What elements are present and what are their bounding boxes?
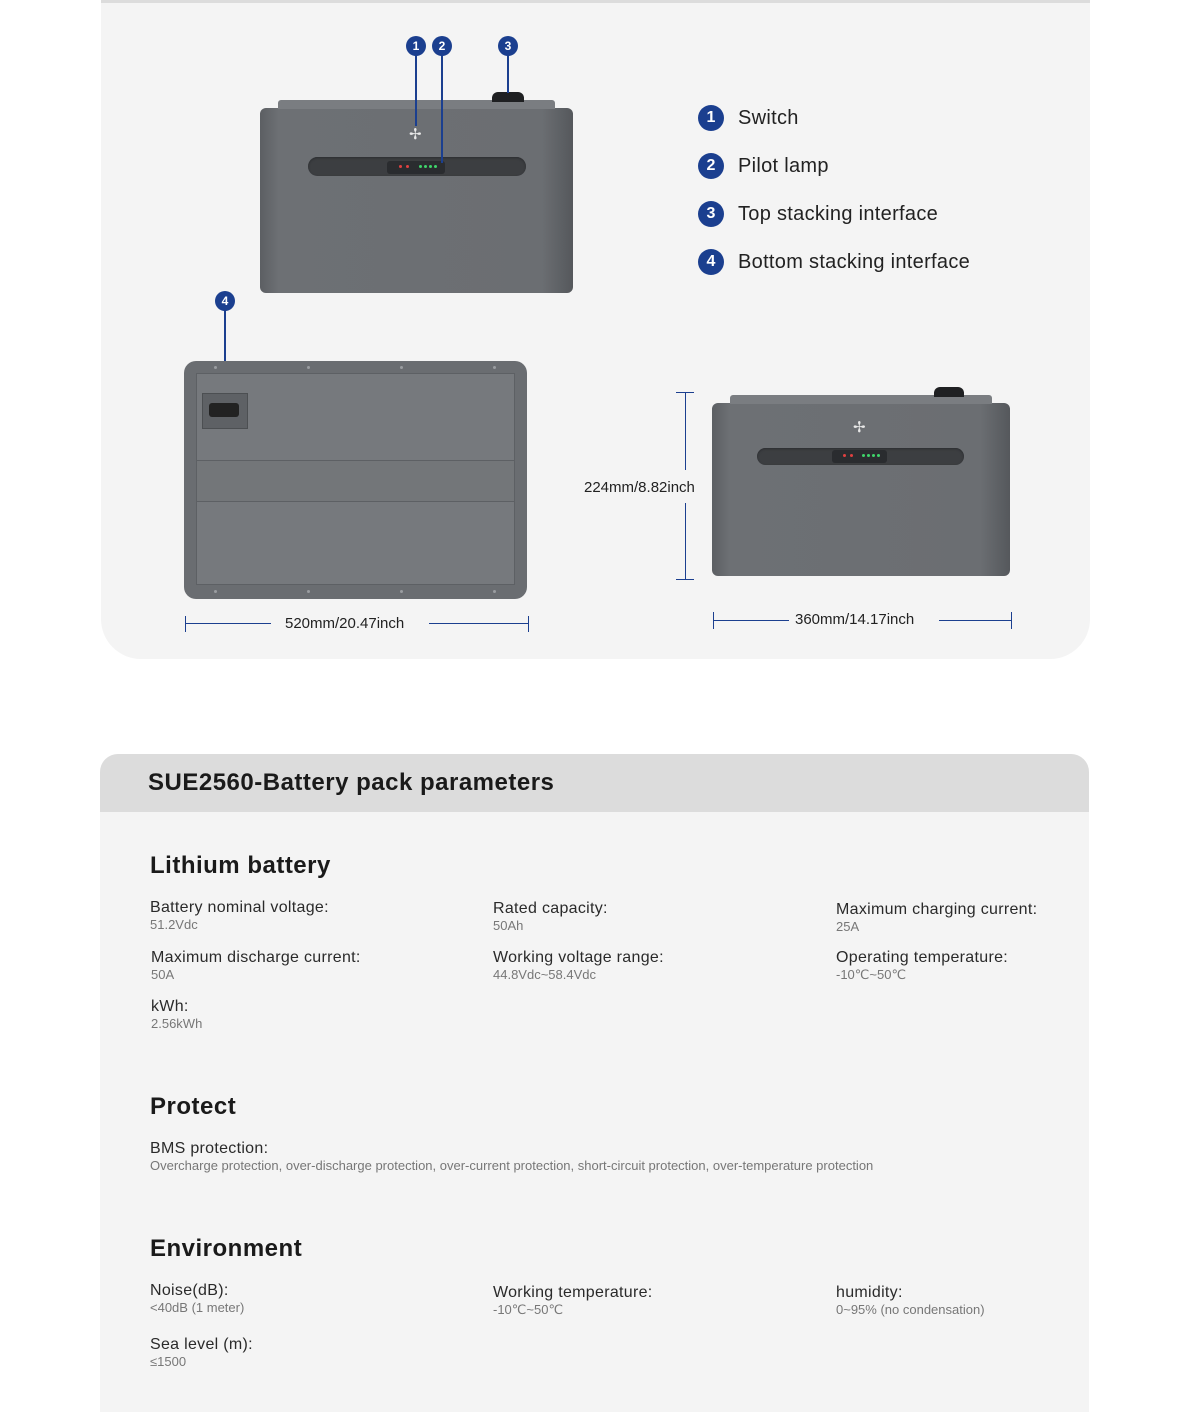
fan-icon: ✢ xyxy=(409,126,422,143)
indicator-led xyxy=(434,165,437,168)
legend-label: Top stacking interface xyxy=(738,202,939,225)
spec-nominal-voltage xyxy=(150,898,329,933)
spec-value: 0~95% (no condensation) xyxy=(836,1302,985,1317)
height-dimension-label: 224mm/8.82inch xyxy=(584,479,695,496)
legend-number: 1 xyxy=(698,105,724,131)
spec-noise xyxy=(150,1281,244,1316)
screw xyxy=(307,366,310,369)
legend-label: Bottom stacking interface xyxy=(738,250,971,273)
indicator-led xyxy=(872,454,875,457)
legend-number: 2 xyxy=(698,153,724,179)
spec-value: -10℃~50℃ xyxy=(493,1302,564,1317)
spec-working-voltage-range xyxy=(493,948,664,983)
connector-plug xyxy=(209,403,239,417)
screw xyxy=(307,590,310,593)
spec-bms-protection xyxy=(150,1139,873,1174)
spec-label: Operating temperature: xyxy=(836,949,1009,966)
callout-line-3 xyxy=(507,53,509,93)
spec-label: Working temperature: xyxy=(493,1284,653,1301)
spec-rated-capacity xyxy=(493,899,608,934)
spec-label: Rated capacity: xyxy=(493,900,608,917)
screw xyxy=(214,590,217,593)
indicator-panel xyxy=(832,450,887,463)
section-title-lithium: Lithium battery xyxy=(150,852,331,879)
legend-number: 3 xyxy=(698,201,724,227)
width-dim-line-left xyxy=(185,623,271,624)
indicator-led xyxy=(867,454,870,457)
spec-value: 50A xyxy=(151,967,175,982)
spec-label: BMS protection: xyxy=(150,1140,269,1157)
screw xyxy=(400,590,403,593)
spec-value: ≤1500 xyxy=(150,1354,187,1369)
spec-max-discharge-current xyxy=(151,948,361,983)
bottom-plate-band xyxy=(197,460,514,502)
battery-side-view xyxy=(712,403,1010,576)
callout-badge-4: 4 xyxy=(215,291,235,311)
screw xyxy=(214,366,217,369)
callout-badge-3: 3 xyxy=(498,36,518,56)
callout-line-1 xyxy=(415,53,417,126)
spec-label: Battery nominal voltage: xyxy=(150,899,329,916)
spec-value: Overcharge protection, over-discharge protection, over-current protection, short-circuit protection, over-temperature protection xyxy=(150,1158,874,1173)
indicator-led xyxy=(419,165,422,168)
callout-line-2 xyxy=(441,53,443,163)
section-title-environment: Environment xyxy=(150,1235,303,1262)
section-title-protect: Protect xyxy=(150,1093,237,1120)
fan-icon: ✢ xyxy=(853,419,866,436)
spec-working-temperature xyxy=(493,1283,653,1318)
legend-item-top-stacking xyxy=(698,201,938,227)
spec-label: Working voltage range: xyxy=(493,949,664,966)
indicator-led xyxy=(424,165,427,168)
spec-kwh xyxy=(151,997,202,1032)
indicator-led xyxy=(843,454,846,457)
legend-item-switch xyxy=(698,105,799,131)
height-dim-line-top xyxy=(685,392,686,470)
indicator-led xyxy=(850,454,853,457)
spec-value: 44.8Vdc~58.4Vdc xyxy=(493,967,596,982)
width-dim-line-right xyxy=(429,623,528,624)
spec-value: -10℃~50℃ xyxy=(836,967,907,982)
indicator-panel xyxy=(387,161,445,174)
parameters-panel xyxy=(100,754,1089,1412)
spec-operating-temperature xyxy=(836,948,1008,983)
spec-label: Maximum discharge current: xyxy=(151,949,361,966)
legend-number: 4 xyxy=(698,249,724,275)
indicator-led xyxy=(862,454,865,457)
spec-sea-level xyxy=(150,1335,253,1370)
legend-label: Pilot lamp xyxy=(738,154,829,177)
spec-label: Noise(dB): xyxy=(150,1282,229,1299)
height-dim-tick-bottom xyxy=(676,579,694,580)
depth-dimension-label: 360mm/14.17inch xyxy=(795,611,915,628)
depth-dim-line-left xyxy=(713,620,789,621)
screw xyxy=(400,366,403,369)
screw xyxy=(493,590,496,593)
width-dim-tick-right xyxy=(528,616,529,632)
spec-value: <40dB (1 meter) xyxy=(150,1300,245,1315)
bottom-stacking-connector xyxy=(202,393,248,429)
legend-label: Switch xyxy=(738,106,799,129)
spec-label: Maximum charging current: xyxy=(836,901,1038,918)
depth-dim-tick-right xyxy=(1011,612,1012,629)
depth-dim-line-right xyxy=(939,620,1011,621)
width-dim-tick-left xyxy=(185,616,186,632)
parameters-header xyxy=(100,754,1089,812)
spec-humidity xyxy=(836,1283,985,1318)
spec-value: 50Ah xyxy=(493,918,524,933)
legend-item-pilot-lamp xyxy=(698,153,829,179)
spec-value: 25A xyxy=(836,919,860,934)
spec-label: Sea level (m): xyxy=(150,1336,253,1353)
top-stacking-knob xyxy=(934,387,964,397)
battery-bottom-view xyxy=(184,361,527,599)
top-stacking-knob xyxy=(492,92,524,102)
indicator-led xyxy=(429,165,432,168)
callout-badge-2: 2 xyxy=(432,36,452,56)
spec-label: humidity: xyxy=(836,1284,903,1301)
callout-badge-1: 1 xyxy=(406,36,426,56)
parameters-title: SUE2560-Battery pack parameters xyxy=(148,769,555,796)
legend-item-bottom-stacking xyxy=(698,249,970,275)
battery-front-view xyxy=(260,108,573,293)
spec-max-charging-current xyxy=(836,900,1037,935)
indicator-led xyxy=(399,165,402,168)
spec-value: 2.56kWh xyxy=(151,1016,203,1031)
indicator-led xyxy=(406,165,409,168)
product-diagram-panel xyxy=(101,0,1090,659)
indicator-led xyxy=(877,454,880,457)
screw xyxy=(493,366,496,369)
width-dimension-label: 520mm/20.47inch xyxy=(285,615,405,632)
height-dim-line-bottom xyxy=(685,503,686,579)
spec-value: 51.2Vdc xyxy=(150,917,198,932)
spec-label: kWh: xyxy=(151,998,189,1015)
